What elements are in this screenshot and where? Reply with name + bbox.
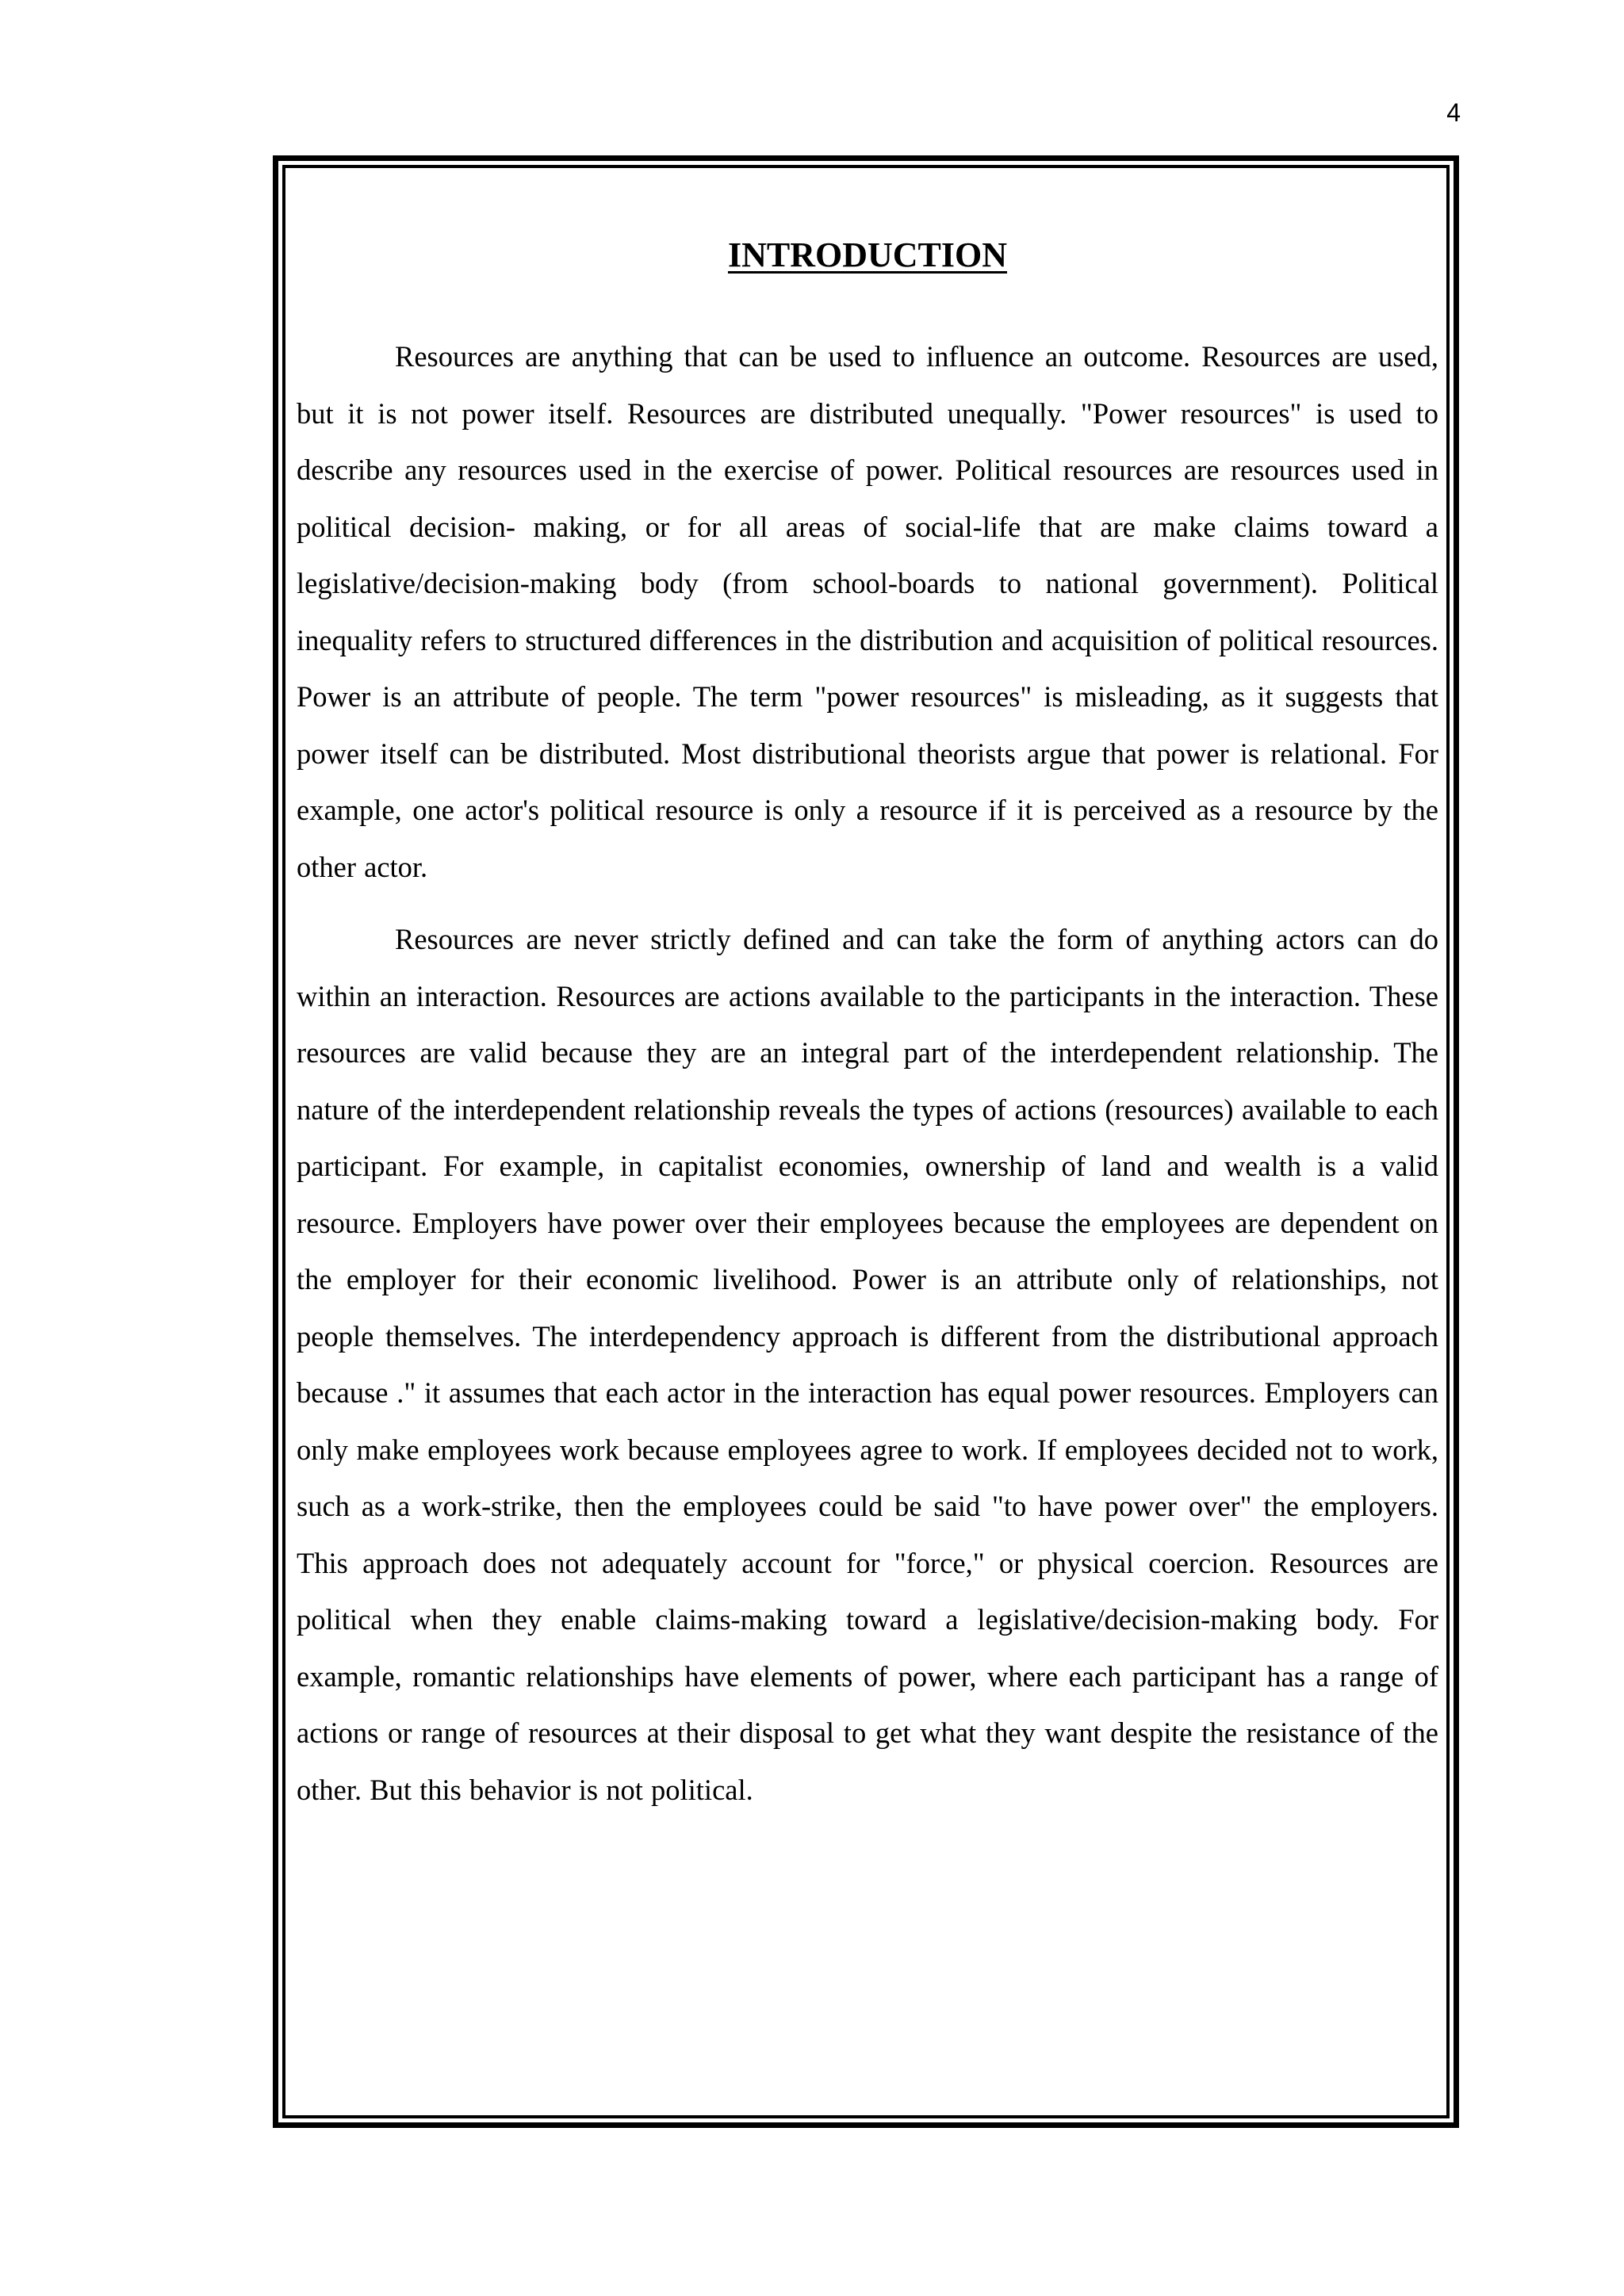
paragraph-2: Resources are never strictly defined and can take the form of anything actors can do within an interaction. Resources are actions available to the participants in the interaction. These resources are valid because they are an integral part of the interdependent relationship. The nature of the interdependent relationship reveals the types of actions (resources) available to each participant. For example, in capitalist economies, ownership of land and wealth is a valid resource. Employers have power over their employees because the employees are dependent on the employer for their economic livelihood. Power is an attribute only of relationships, not people themselves. The interdependency approach is different from the distributional approach because ." it assumes that each actor in the interaction has equal power resources. Employers can only make employees work because employees agree to work. If employees decided not to work, such as a work-strike, then the employees could be said "to have power over" the employers. This approach does not adequately account for "force," or physical coercion. Resources are political when they enable claims-making toward a legislative/decision-making body. For example, romantic relationships have elements of power, where each participant has a range of actions or range of resources at their disposal to get what they want despite the resistance of the other. But this behavior is not political.	[297, 923, 1438, 1806]
document-body	[297, 235, 1438, 1818]
page-number: 4	[1446, 98, 1461, 127]
section-title	[297, 235, 1438, 274]
section-title-text: INTRODUCTION	[727, 235, 1008, 274]
paragraph-1: Resources are anything that can be used to influence an outcome. Resources are used, but it is not power itself. Resources are distributed unequally. "Power resources" is used to describe any resources used in the exercise of power. Political resources are resources used in political decision- making, or for all areas of social-life that are make claims toward a legislative/decision-making body (from school-boards to national government). Political inequality refers to structured differences in the distribution and acquisition of political resources. Power is an attribute of people. The term "power resources" is misleading, as it suggests that power itself can be distributed. Most distributional theorists argue that power is relational. For example, one actor's political resource is only a resource if it is perceived as a resource by the other actor.	[297, 340, 1438, 883]
